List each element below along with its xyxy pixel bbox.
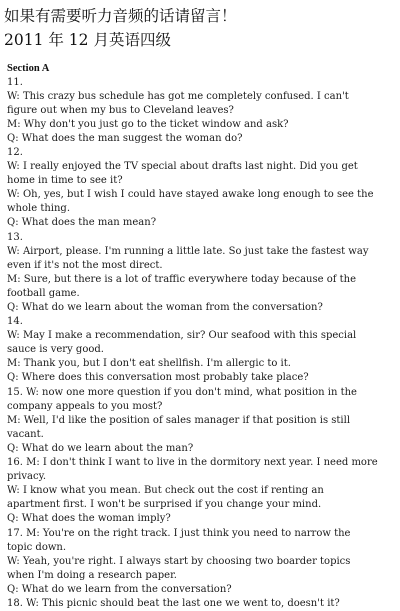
transcript-line: figure out when my bus to Cleveland leaves? [7,104,399,118]
transcript-line: when I'm doing a research paper. [7,569,399,583]
transcript-line: M: Thank you, but I don't eat shellfish. I'm allergic to it. [7,357,399,371]
transcript-line: even if it's not the most direct. [7,259,399,273]
transcript-line: Q: What does the man mean? [7,216,399,230]
transcript-line: W: Oh, yes, but I wish I could have stayed awake long enough to see the [7,188,399,202]
transcript-line: W: I know what you mean. But check out the cost if renting an [7,484,399,498]
transcript-line: 13. [7,231,399,245]
transcript-line: apartment first. I won't be surprised if you change your mind. [7,498,399,512]
transcript-line: M: Well, I'd like the position of sales manager if that position is still [7,414,399,428]
transcript-body [7,76,399,611]
audio-request-note: 如果有需要听力音频的话请留言！ [4,6,237,26]
transcript-line: W: May I make a recommendation, sir? Our seafood with this special [7,329,399,343]
transcript-line: M: Sure, but there is a lot of traffic everywhere today because of the [7,273,399,287]
transcript-line: Q: Where does this conversation most probably take place? [7,371,399,385]
transcript-line: football game. [7,287,399,301]
transcript-line: Q: What do we learn from the conversation? [7,583,399,597]
section-heading: Section A [7,63,49,75]
transcript-line: M: Why don't you just go to the ticket window and ask? [7,118,399,132]
transcript-line: W: Yeah, you're right. I always start by choosing two boarder topics [7,555,399,569]
transcript-line: home in time to see it? [7,174,399,188]
transcript-line: vacant. [7,428,399,442]
transcript-line: topic down. [7,541,399,555]
transcript-line: 16. M: I don't think I want to live in the dormitory next year. I need more [7,456,399,470]
transcript-line: company appeals to you most? [7,400,399,414]
transcript-line: privacy. [7,470,399,484]
transcript-line: 17. M: You're on the right track. I just think you need to narrow the [7,527,399,541]
transcript-line: sauce is very good. [7,343,399,357]
page-title: 2011 年 12 月英语四级 [4,30,171,50]
transcript-line: W: I really enjoyed the TV special about drafts last night. Did you get [7,160,399,174]
transcript-line: Q: What does the man suggest the woman do? [7,132,399,146]
transcript-line: 11. [7,76,399,90]
transcript-line: Q: What does the woman imply? [7,512,399,526]
transcript-line: 14. [7,315,399,329]
transcript-line: whole thing. [7,202,399,216]
transcript-line: 18. W: This picnic should beat the last one we went to, doesn't it? [7,597,399,611]
transcript-line: 15. W: now one more question if you don't mind, what position in the [7,386,399,400]
transcript-line: Q: What do we learn about the woman from the conversation? [7,301,399,315]
transcript-line: W: Airport, please. I'm running a little late. So just take the fastest way [7,245,399,259]
transcript-line: 12. [7,146,399,160]
transcript-line: W: This crazy bus schedule has got me completely confused. I can't [7,90,399,104]
transcript-line: Q: What do we learn about the man? [7,442,399,456]
